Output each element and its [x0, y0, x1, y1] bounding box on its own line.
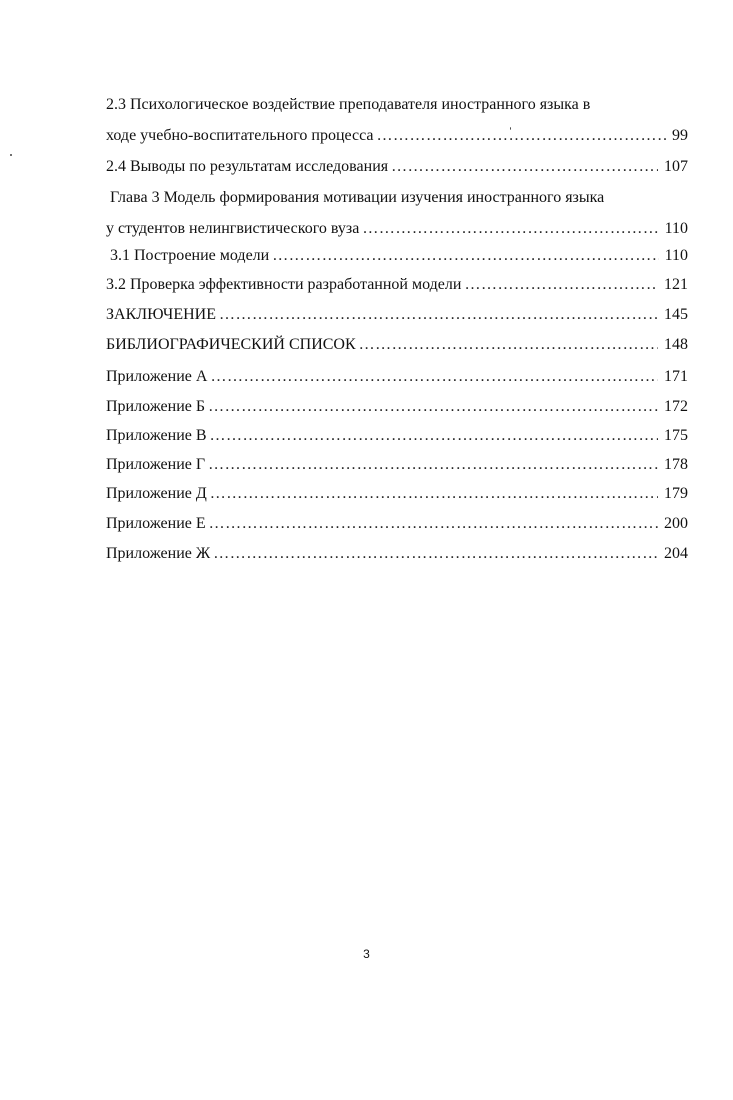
toc-entry-appendix-e	[106, 513, 688, 535]
toc-entry-appendix-zh	[106, 543, 688, 565]
toc-page-number: 171	[664, 368, 688, 385]
dot-leader	[464, 274, 658, 296]
dot-leader	[362, 218, 658, 240]
toc-entry-text: 2.3 Психологическое воздействие преподавателя иностранного языка в	[106, 96, 591, 113]
toc-entry-bibliography	[106, 334, 688, 356]
toc-page-number: 178	[664, 456, 688, 473]
toc-entry-text: Приложение В	[106, 427, 207, 444]
dot-leader	[219, 304, 658, 326]
toc-page-number: 204	[664, 545, 688, 562]
toc-entry-text: Приложение Г	[106, 456, 206, 473]
toc-entry-2-3-line1	[106, 94, 590, 116]
toc-entry-text: у студентов нелингвистического вуза	[106, 220, 360, 237]
toc-entry-conclusion	[106, 304, 688, 326]
toc-entry-text: ходе учебно-воспитательного процесса	[106, 127, 374, 144]
toc-entry-text: Приложение Б	[106, 398, 206, 415]
dot-leader	[210, 425, 658, 447]
page-number: 3	[363, 947, 370, 961]
toc-entry-text: 3.2 Проверка эффективности разработанной модели	[106, 276, 462, 293]
toc-entry-3-2	[106, 274, 688, 296]
toc-entry-appendix-b	[106, 396, 688, 418]
toc-entry-text: Глава 3 Модель формирования мотивации изучения иностранного языка	[110, 189, 605, 206]
dot-leader	[209, 513, 658, 535]
toc-page-number: 145	[664, 306, 688, 323]
toc-page-number: 172	[664, 398, 688, 415]
toc-entry-text: 2.4 Выводы по результатам исследования	[106, 158, 389, 175]
toc-page-number: 200	[664, 515, 688, 532]
toc-entry-text: БИБЛИОГРАФИЧЕСКИЙ СПИСОК	[106, 336, 356, 353]
toc-entry-appendix-a	[106, 366, 688, 388]
toc-entry-text: Приложение А	[106, 368, 208, 385]
dot-leader	[391, 156, 658, 178]
toc-entry-text: Приложение Д	[106, 485, 207, 502]
toc-entry-2-4	[106, 156, 688, 178]
toc-entry-appendix-d	[106, 483, 688, 505]
toc-page-number: 179	[664, 485, 688, 502]
dot-leader	[272, 245, 658, 267]
scan-speck	[510, 127, 511, 130]
toc-entry-3-1	[110, 245, 688, 267]
toc-entry-text: Приложение Е	[106, 515, 206, 532]
dot-leader	[359, 334, 658, 356]
toc-page-number: 110	[664, 220, 688, 237]
dot-leader	[377, 125, 666, 147]
dot-leader	[208, 454, 658, 476]
toc-entry-text: 3.1 Построение модели	[110, 247, 270, 264]
toc-page-number: 110	[664, 247, 688, 264]
toc-entry-chapter3-line1	[110, 187, 604, 209]
dot-leader	[210, 483, 658, 505]
toc-entry-2-3-line2	[106, 125, 688, 147]
toc-page-number: 175	[664, 427, 688, 444]
dot-leader	[208, 396, 658, 418]
toc-entry-chapter3-line2	[106, 218, 688, 240]
toc-page-number: 99	[672, 127, 688, 144]
toc-entry-text: Приложение Ж	[106, 545, 211, 562]
dot-leader	[213, 543, 658, 565]
toc-entry-appendix-g	[106, 454, 688, 476]
toc-entry-text: ЗАКЛЮЧЕНИЕ	[106, 306, 216, 323]
dot-leader	[210, 366, 658, 388]
toc-page-number: 148	[664, 336, 688, 353]
toc-entry-appendix-v	[106, 425, 688, 447]
scan-speck	[10, 154, 12, 156]
toc-page-number: 107	[664, 158, 688, 175]
toc-page-number: 121	[664, 276, 688, 293]
